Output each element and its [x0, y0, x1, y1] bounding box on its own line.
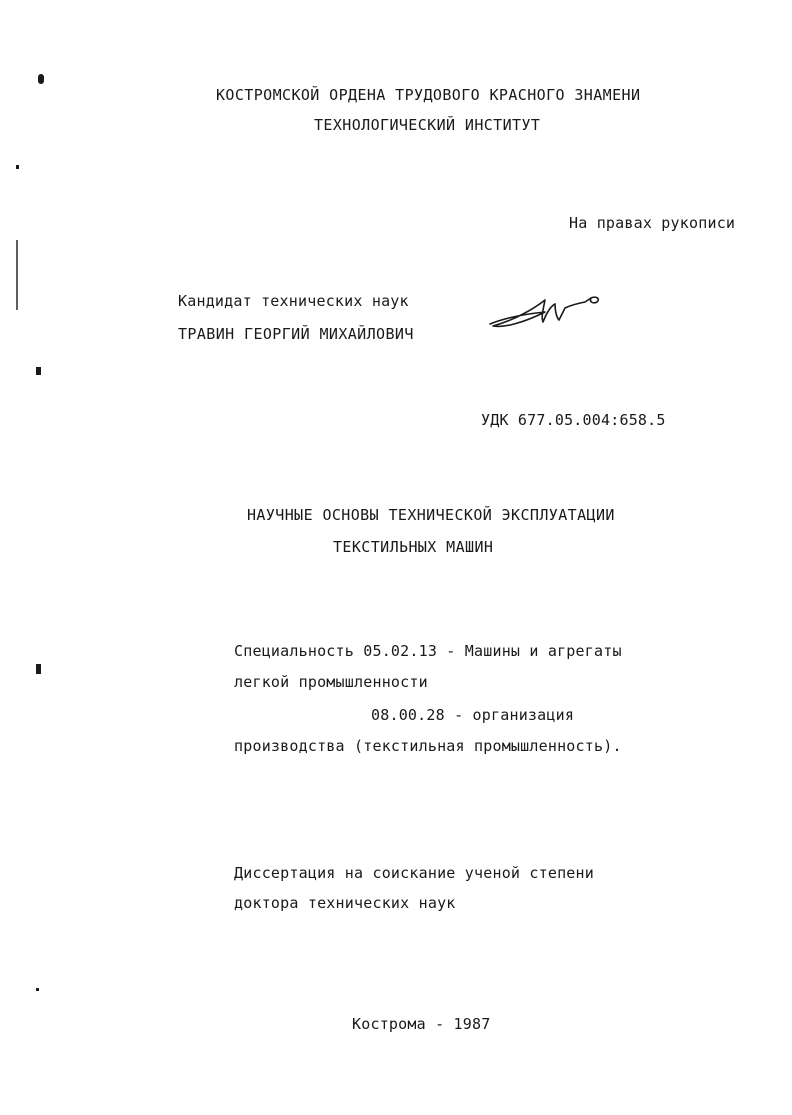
dissertation-line1: Диссертация на соискание ученой степени: [234, 864, 594, 882]
author-degree: Кандидат технических наук: [178, 292, 409, 310]
document-title-line2: ТЕКСТИЛЬНЫХ МАШИН: [333, 538, 494, 556]
scan-mark: [38, 74, 44, 84]
manuscript-note: На правах рукописи: [569, 214, 736, 232]
udc-code: УДК 677.05.004:658.5: [481, 411, 666, 429]
specialty-line2: легкой промышленности: [234, 673, 428, 691]
scan-mark: [16, 240, 18, 310]
specialty-line3: 08.00.28 - организация: [371, 706, 575, 724]
scan-mark: [16, 165, 19, 169]
place-and-year: Кострома - 1987: [352, 1015, 491, 1033]
specialty-line1: Специальность 05.02.13 - Машины и агрегаты: [234, 642, 622, 660]
scan-mark: [36, 988, 39, 991]
institute-name-line2: ТЕХНОЛОГИЧЕСКИЙ ИНСТИТУТ: [314, 116, 541, 134]
signature: [485, 288, 615, 334]
author-name: ТРАВИН ГЕОРГИЙ МИХАЙЛОВИЧ: [178, 325, 414, 343]
institute-name-line1: КОСТРОМСКОЙ ОРДЕНА ТРУДОВОГО КРАСНОГО ЗНАМЕНИ: [216, 86, 641, 104]
scan-mark: [36, 664, 41, 674]
dissertation-line2: доктора технических наук: [234, 894, 456, 912]
document-title-line1: НАУЧНЫЕ ОСНОВЫ ТЕХНИЧЕСКОЙ ЭКСПЛУАТАЦИИ: [247, 506, 615, 524]
specialty-line4: производства (текстильная промышленность).: [234, 737, 622, 755]
scan-mark: [36, 367, 41, 375]
